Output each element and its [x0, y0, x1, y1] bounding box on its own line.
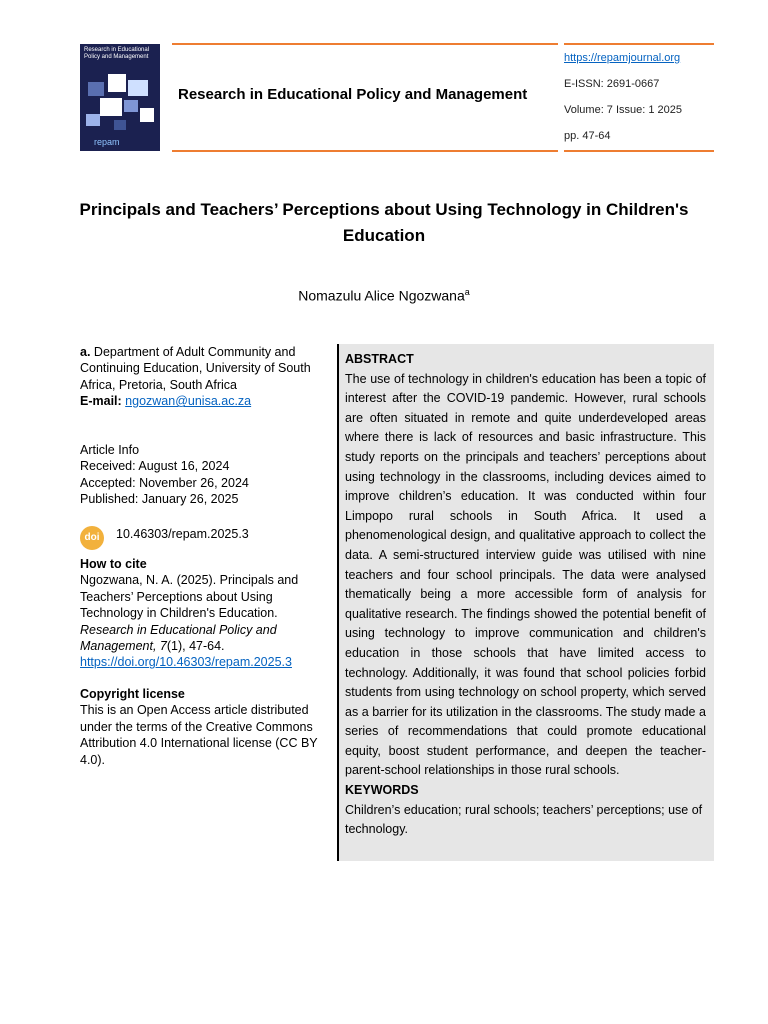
abstract-heading: ABSTRACT: [345, 352, 414, 366]
affiliation: [80, 344, 330, 410]
meta-bottom-rule: [564, 150, 714, 152]
article-info: [80, 442, 330, 508]
header-bottom-rule: [172, 150, 558, 152]
journal-title: Research in Educational Policy and Management: [178, 86, 528, 103]
abstract-content: [345, 350, 706, 840]
published-date: Published: January 26, 2025: [80, 492, 239, 507]
cite-issue-pages: (1), 47-64.: [166, 639, 225, 654]
license-heading: Copyright license: [80, 687, 185, 701]
cite-journal: Research in Educational Policy and Management, 7: [80, 622, 277, 654]
doi-value: 10.46303/repam.2025.3: [116, 527, 249, 541]
copyright-license: [80, 686, 330, 768]
abstract-text: The use of technology in children's education has been a topic of interest after the COVID-19 pandemic. However, rural schools are often situated in remote and quite underdeveloped areas where there is lack of resources and basic infrastructure. This study reports on the principals and teachers’ perceptions about using technology in the classrooms, including devices aimed to improve children’s education. It was conducted within four Limpopo rural schools in South Africa. It used a phenomenological design, and qualitative approach to collect the data. A semi-structured interview guide was utilised with nine teachers and four school principals. The data were analysed thematically being a more accessible form of analysis for qualitative research. The findings showed the potential benefit of using technology to improve communication and children's education in those schools that have limited access to technology. Additionally, it was found that school policies forbid students from using technology on school property, which served as a barrier for its utilization in the classrooms. The study made a series of recommendations that could promote educational equity, boost student performance, and deepen the teacher-parent-school relationships in those rural schools.: [345, 371, 706, 778]
header-top-rule: [172, 43, 558, 45]
email-link[interactable]: ngozwan@unisa.ac.za: [125, 394, 252, 409]
doi-icon: doi: [80, 526, 104, 550]
author-name: Nomazulu Alice Ngozwana: [298, 287, 465, 304]
accepted-date: Accepted: November 26, 2024: [80, 475, 249, 490]
page-range: pp. 47-64: [564, 130, 611, 142]
affiliation-marker: a.: [80, 345, 91, 359]
cover-graphic: [80, 44, 160, 151]
affiliation-text: Department of Adult Community and Continuing Education, University of South Africa, Pretoria, South Africa: [80, 345, 311, 392]
paper-title: Principals and Teachers’ Perceptions about Using Technology in Children's Education: [79, 200, 689, 245]
how-to-cite: [80, 556, 330, 671]
cite-heading: How to cite: [80, 557, 147, 571]
email-label: E-mail:: [80, 394, 122, 409]
author-line: [0, 287, 768, 304]
cite-doi-link[interactable]: https://doi.org/10.46303/repam.2025.3: [80, 655, 292, 670]
received-date: Received: August 16, 2024: [80, 459, 230, 474]
license-text: This is an Open Access article distributed under the terms of the Creative Commons Attribution 4.0 International license (CC BY 4.0).: [80, 703, 318, 767]
journal-url-link[interactable]: https://repamjournal.org: [564, 52, 681, 64]
eissn: E-ISSN: 2691-0667: [564, 78, 660, 90]
keywords-text: Children’s education; rural schools; teachers’ perceptions; use of technology.: [345, 802, 703, 837]
cover-logo: repam: [94, 137, 120, 147]
volume-issue: Volume: 7 Issue: 1 2025: [564, 104, 683, 116]
meta-top-rule: [564, 43, 714, 45]
author-superscript: a: [464, 287, 470, 297]
cover-title: Research in Educational Policy and Management: [84, 47, 150, 60]
journal-cover-image: [80, 44, 160, 151]
keywords-heading: KEYWORDS: [345, 783, 419, 798]
article-info-heading: Article Info: [80, 443, 140, 457]
cite-text: Ngozwana, N. A. (2025). Principals and Teachers’ Perceptions about Using Technology in Children's Education.: [80, 573, 299, 621]
